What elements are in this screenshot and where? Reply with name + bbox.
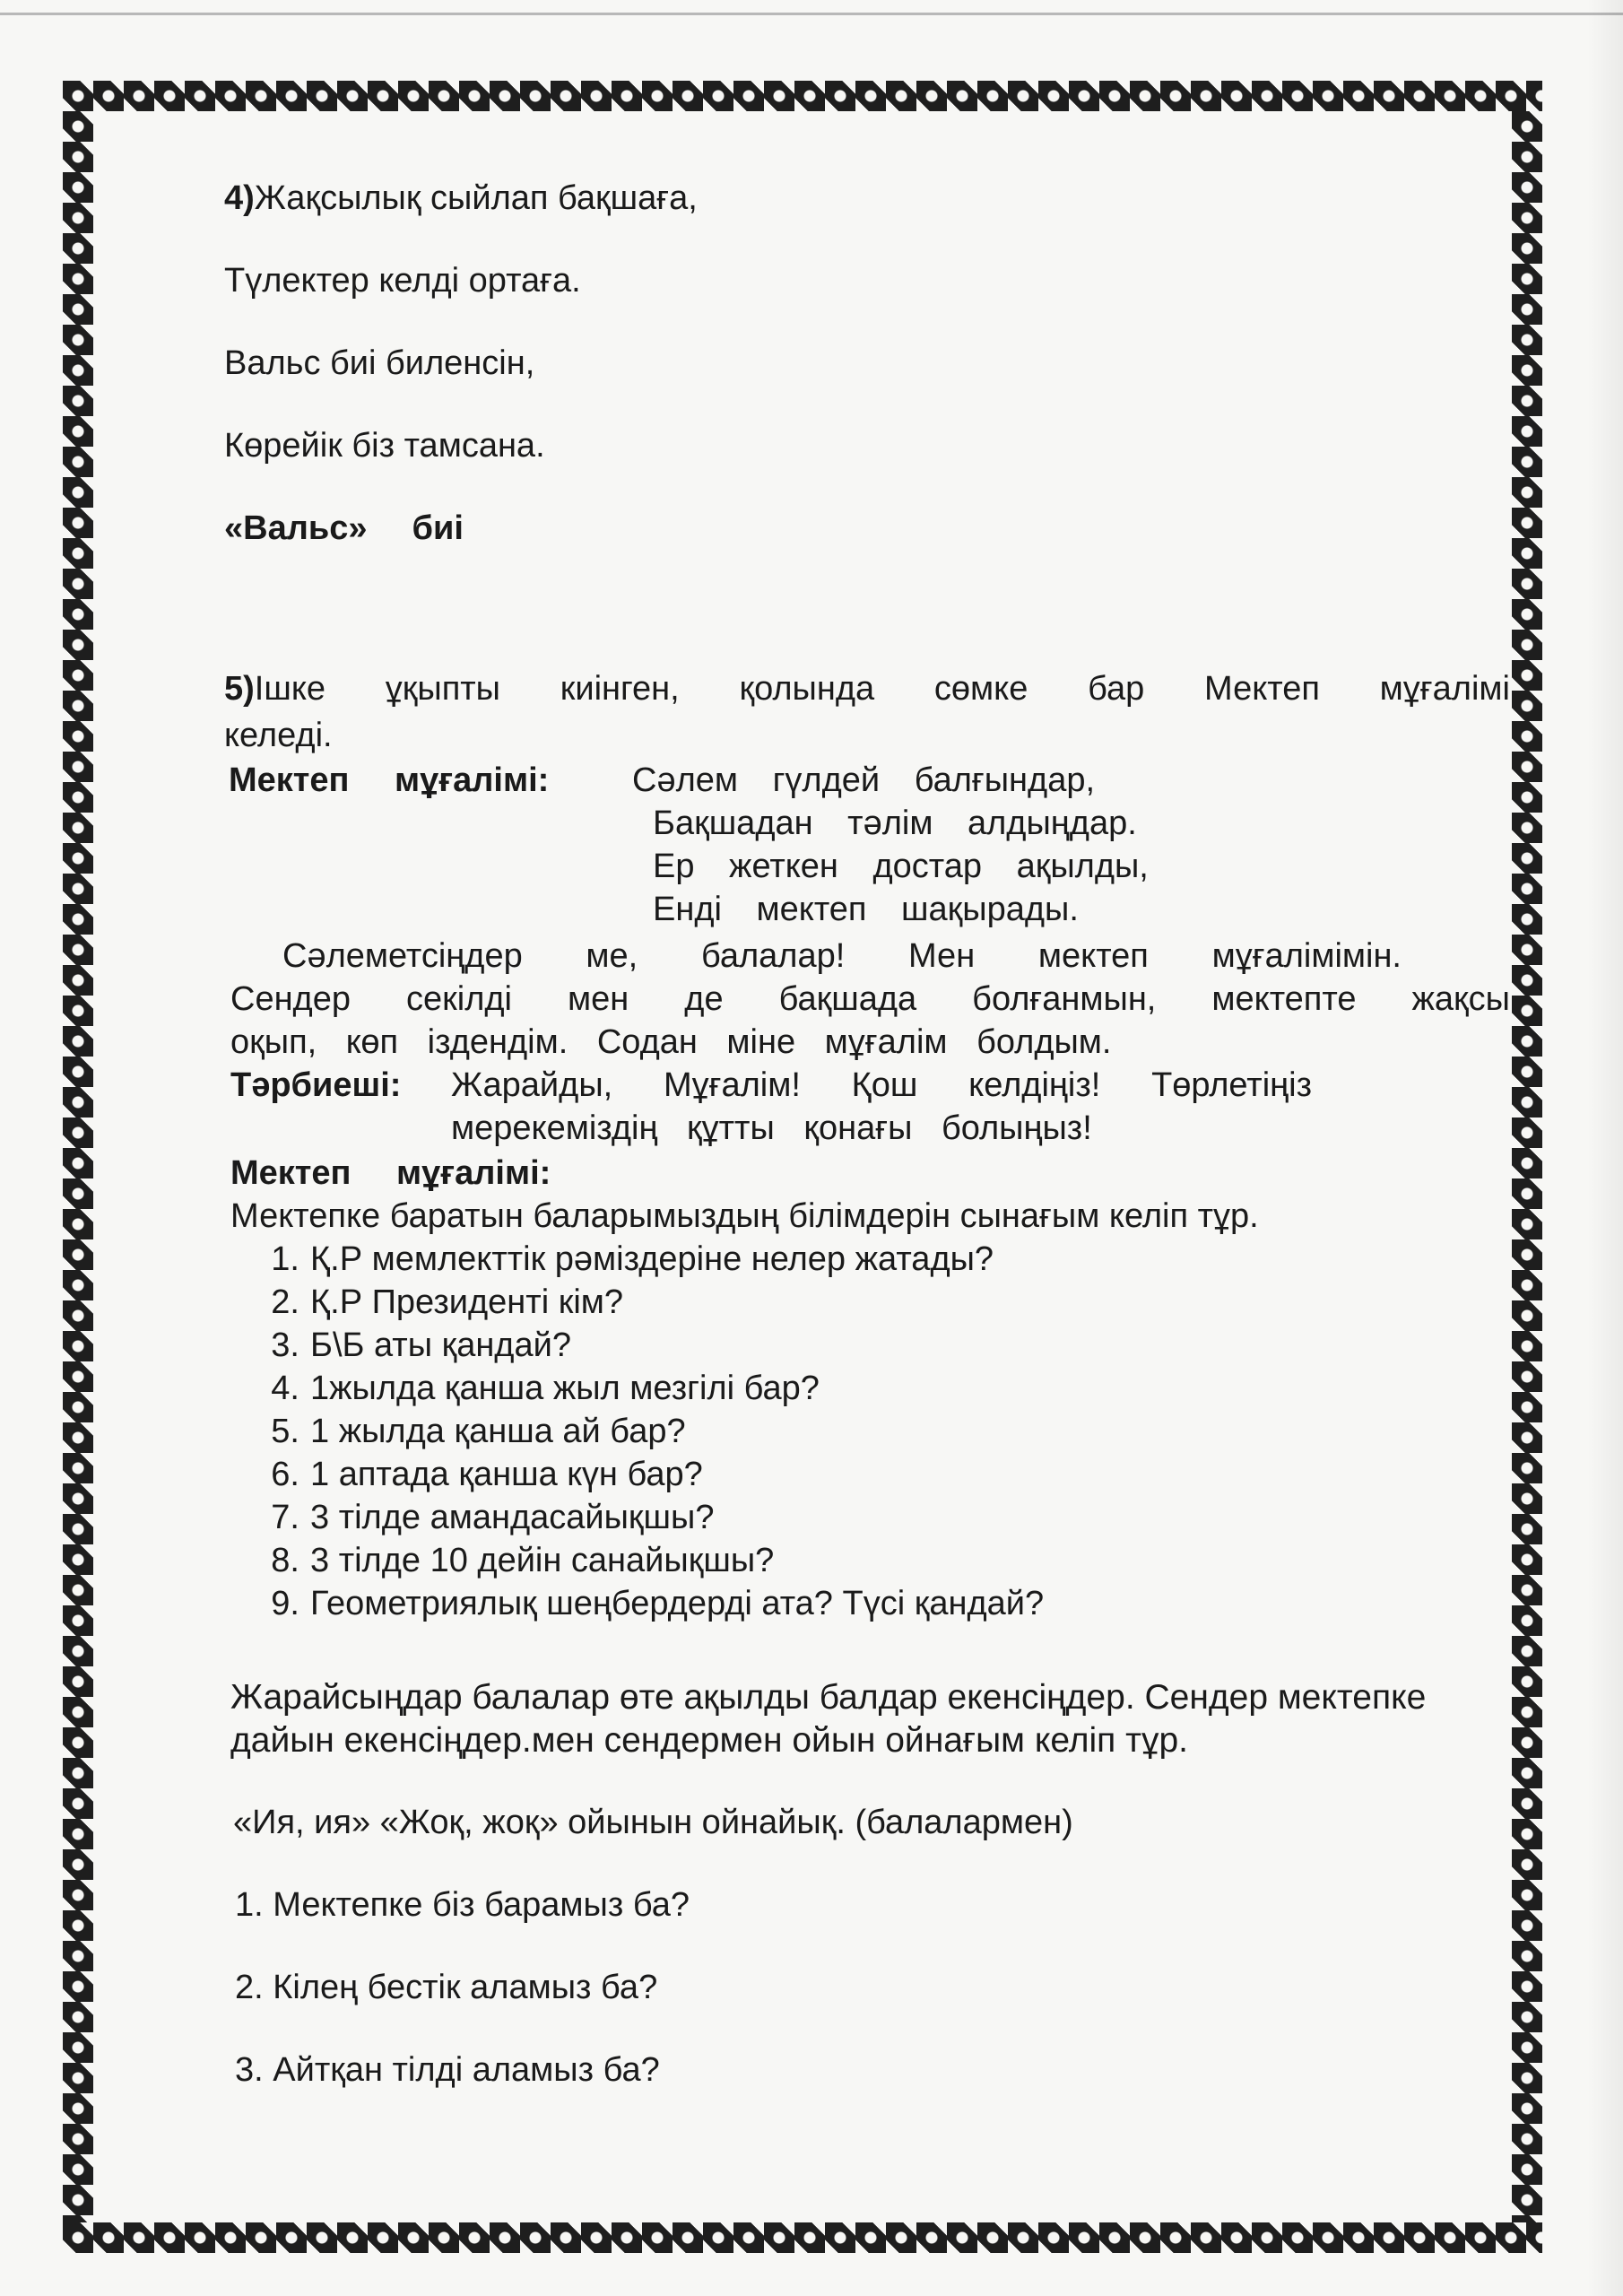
- question-item: 4. 1жылда қанша жыл мезгілі бар?: [271, 1370, 820, 1407]
- teacher-poem-line-1: Сәлем гүлдей балғындар,: [632, 761, 1096, 799]
- scan-shadow: [1587, 0, 1623, 2296]
- section-5-number: 5): [224, 670, 255, 708]
- section-4-line-3: Вальс биі биленсін,: [224, 344, 535, 382]
- teacher-label-2: Мектеп мұғалімі:: [230, 1154, 551, 1192]
- question-item: 6. 1 аптада қанша күн бар?: [271, 1456, 703, 1493]
- scan-edge-line: [0, 13, 1623, 15]
- game-question: 3. Айтқан тілді аламыз ба?: [235, 2051, 660, 2089]
- ornamental-border-bottom: [63, 2222, 1542, 2253]
- section-4-line-2: Түлектер келді ортаға.: [224, 262, 581, 300]
- educator-label: Тәрбиеші:: [230, 1066, 402, 1104]
- section-4-line-1: 4)Жақсылық сыйлап бақшаға,: [224, 179, 698, 217]
- closing-line-2: дайын екенсіңдер.мен сендермен ойын ойнағым келіп тұр.: [230, 1721, 1188, 1760]
- question-item: 1. Қ.Р мемлекттік рәміздеріне нелер жатады?: [271, 1240, 994, 1278]
- educator-line-2: мерекеміздің құтты қонағы болыңыз!: [451, 1109, 1092, 1147]
- dance-title: «Вальс» биі: [224, 509, 464, 547]
- game-question: 1. Мектепке біз барамыз ба?: [235, 1886, 690, 1924]
- teacher-speech-line-2: Сендер секілді мен де бақшада болғанмын, мектепте жақсы: [230, 980, 1510, 1018]
- game-question: 2. Кілең бестік аламыз ба?: [235, 1969, 658, 2006]
- game-intro: «Ия, ия» «Жоқ, жоқ» ойынын ойнайық. (балалармен): [233, 1804, 1073, 1841]
- teacher-speech-line-1: Сәлеметсіңдер ме, балалар! Мен мектеп мұғалімімін.: [282, 937, 1402, 975]
- section-5-intro-line-1: 5)Ішке ұқыпты киінген, қолында сөмке бар Мектеп мұғалімі: [224, 670, 1510, 708]
- ornamental-border-top: [63, 81, 1542, 111]
- test-intro: Мектепке баратын баларымыздың білімдерін сынағым келіп тұр.: [230, 1197, 1259, 1235]
- question-item: 9. Геометриялық шеңбердерді ата? Түсі қандай?: [271, 1585, 1045, 1622]
- closing-line-1: Жарайсыңдар балалар өте ақылды балдар екенсіңдер. Сендер мектепке: [230, 1678, 1427, 1717]
- teacher-poem-line-2: Бақшадан тәлім алдыңдар.: [653, 804, 1137, 842]
- ornamental-border-right: [1512, 111, 1542, 2222]
- teacher-poem-line-3: Ер жеткен достар ақылды,: [653, 848, 1149, 885]
- section-5-intro-line-2: келеді.: [224, 717, 333, 754]
- question-item: 3. Б\Б аты қандай?: [271, 1326, 571, 1364]
- section-4-number: 4): [224, 179, 255, 217]
- ornamental-border-left: [63, 111, 93, 2222]
- question-item: 2. Қ.Р Президенті кім?: [271, 1283, 624, 1321]
- teacher-speech-line-3: оқып, көп іздендім. Содан міне мұғалім болдым.: [230, 1023, 1112, 1061]
- question-item: 8. 3 тілде 10 дейін санайықшы?: [271, 1542, 775, 1579]
- question-item: 7. 3 тілде амандасайықшы?: [271, 1499, 715, 1536]
- teacher-poem-line-4: Енді мектеп шақырады.: [653, 891, 1079, 928]
- question-item: 5. 1 жылда қанша ай бар?: [271, 1413, 686, 1450]
- educator-line-1: Жарайды, Мұғалім! Қош келдіңіз! Төрлетіңіз: [451, 1066, 1312, 1104]
- section-4-line-4: Көрейік біз тамсана.: [224, 427, 545, 465]
- teacher-label: Мектеп мұғалімі:: [229, 761, 550, 799]
